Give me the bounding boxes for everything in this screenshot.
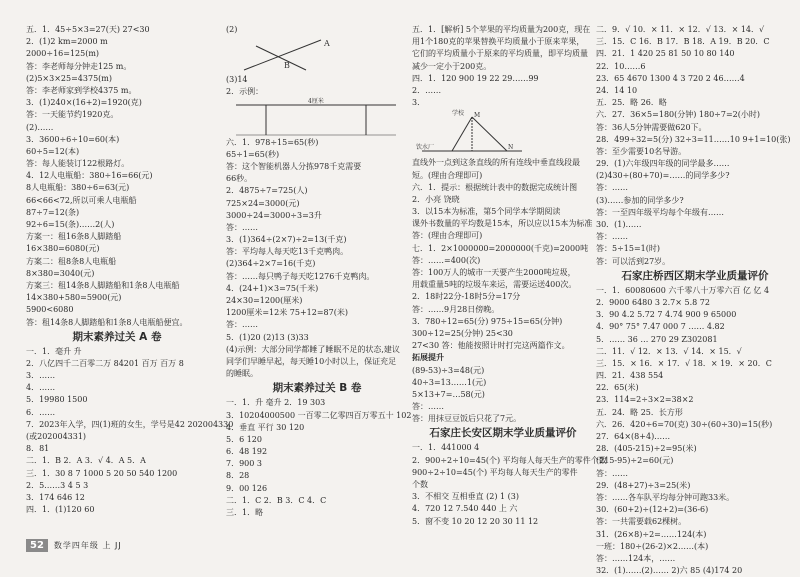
answer-line: 3．不相交 互相垂直 (2) 1 (3) bbox=[412, 492, 520, 502]
answer-line: 5．窗不变 10 20 12 20 30 11 12 bbox=[412, 516, 539, 526]
answer-line: 它们的平均质量小于原来的平均质量，即平均质量 bbox=[412, 49, 588, 59]
answer-line: 65÷1=65(秒) bbox=[226, 149, 280, 159]
answer-line: 7．2023年入学，四(1)班的女生，学号是42 202004330 bbox=[26, 419, 234, 429]
angle-figure-drawing bbox=[226, 36, 346, 74]
answer-line: (或202004331) bbox=[26, 432, 87, 441]
answer-line: 个数 bbox=[412, 480, 428, 489]
figure-label: M bbox=[474, 112, 481, 120]
answer-line: 三．1．30 8 7 1000 5 20 50 540 1200 bbox=[26, 468, 178, 478]
answer-line: 六．1．978÷15=65(秒) bbox=[226, 137, 319, 147]
figure-label: 4厘米 bbox=[308, 97, 324, 105]
answer-line: 6．…… bbox=[26, 407, 56, 417]
answer-line: 24×30=1200(厘米) bbox=[226, 296, 303, 305]
answer-line: 答：…… bbox=[596, 468, 628, 478]
answer-line: 3．174 646 12 bbox=[26, 492, 85, 502]
answer-line: 3．(1)240×(16+2)=1920(克) bbox=[26, 98, 142, 108]
answer-line: 答：李老师家到学校4375 m。 bbox=[26, 85, 137, 95]
answer-line: 答：36人5分钟需要做620下。 bbox=[596, 122, 707, 132]
column-3 bbox=[412, 24, 607, 528]
answer-line: 六．1．提示：根据统计表中的数据完成统计图 bbox=[412, 182, 578, 192]
rectangle-figure bbox=[226, 99, 408, 137]
answer-line: 4．12人电瓶船：380÷16=66(元) bbox=[26, 171, 153, 181]
answer-line: 答：……各车队平均每分钟可跑33米。 bbox=[596, 492, 735, 502]
answer-line: 答：……每只鸭子每天吃1276千克鸭肉。 bbox=[226, 271, 375, 281]
answer-line: 87÷7=12(条) bbox=[26, 207, 80, 217]
answer-line: 答：100万人的城市一天要产生2000吨垃圾， bbox=[412, 268, 576, 277]
answer-line: (3)……参加的同学多少? bbox=[596, 195, 684, 205]
answer-line: 答：一至四年级平均每个年级有…… bbox=[596, 207, 724, 217]
answer-line: 2．900÷2÷10=45(个) 平均每人每天生产的零件个数 bbox=[412, 455, 607, 465]
answer-line: 短。(理由合理即可) bbox=[412, 170, 483, 180]
answer-line: 三．15．× 16．× 17．√ 18．× 19．× 20．C bbox=[596, 358, 772, 368]
page-number: 52 bbox=[26, 539, 48, 552]
answer-line: 方案三：租14条8人脚踏船和1条8人电瓶船 bbox=[26, 280, 180, 290]
answer-line: 3．(1)364÷(2×7)÷2=13(千克) bbox=[226, 235, 347, 245]
answer-line: 答：……=400(次) bbox=[412, 255, 481, 265]
answer-line: 28．(405-215)÷2=95(米) bbox=[596, 444, 697, 454]
answer-line: 四．1．120 900 19 22 29……99 bbox=[412, 73, 539, 83]
answer-line: 答：租14条8人脚踏船和1条8人电瓶船便宜。 bbox=[26, 317, 188, 327]
rectangle-figure-drawing bbox=[226, 99, 406, 137]
figure-label: A bbox=[324, 39, 330, 49]
section-title: 石家庄桥西区期末学业质量评价 bbox=[621, 269, 769, 282]
answer-line: 用载重量5吨的垃圾车来运，需要运送400次。 bbox=[412, 280, 577, 290]
figure-label: N bbox=[508, 144, 514, 152]
map-figure bbox=[412, 109, 594, 157]
answer-line: 二．1．B 2．A 3．√ 4．A 5．A bbox=[26, 456, 146, 466]
answer-line: 一班：180÷(26-2)×2……(本) bbox=[596, 541, 709, 551]
section-title: 期末素养过关 A 卷 bbox=[72, 330, 162, 343]
answer-line: 的睡眠。 bbox=[226, 369, 258, 379]
answer-line: 一．1．441000 4 bbox=[412, 443, 480, 453]
answer-line: 答：……9月28日傍晚。 bbox=[412, 304, 500, 314]
answer-line: 8．81 bbox=[26, 444, 50, 454]
answer-line: 4．720 12 7.540 440 上 六 bbox=[412, 504, 518, 514]
answer-line: 23．114=2÷3×2=38×2 bbox=[596, 395, 694, 405]
answer-line: 二．9．√ 10．× 11．× 12．√ 13．× 14．√ bbox=[596, 25, 765, 34]
answer-line: 答：这个智能机器人分拣978千克需要 bbox=[226, 161, 362, 171]
answer-line: 2．18时22分-18时5分=17分 bbox=[412, 292, 521, 302]
answer-line: 3． bbox=[412, 98, 426, 108]
answer-line: 725×24=3000(元) bbox=[226, 198, 300, 208]
answer-line: 16×380=6080(元) bbox=[26, 244, 100, 254]
answer-line: (2)5×3×25=4375(m) bbox=[26, 73, 112, 83]
answer-line: 300÷12=25(分钟) 25<30 bbox=[412, 328, 513, 338]
answer-line: 答：李老师每分钟走125 m。 bbox=[26, 61, 132, 71]
answer-line: 5．6 120 bbox=[226, 434, 262, 444]
answer-line: 60÷5=12(本) bbox=[26, 146, 80, 156]
answer-line: 2．9000 6480 3 2.7× 5.8 72 bbox=[596, 297, 710, 307]
answer-line: 六．27．36×5=180(分钟) 180÷7=2(小时) bbox=[596, 110, 761, 120]
answer-line: 五．1．45÷5×3=27(天) 27<30 bbox=[26, 25, 150, 34]
answer-line: 六．26．420÷6=70(克) 30÷(60÷30)=15(秒) bbox=[596, 419, 773, 429]
column-1 bbox=[26, 24, 234, 516]
answer-line: 方案一：租16条8人脚踏船 bbox=[26, 232, 122, 242]
answer-line: 2000÷16=125(m) bbox=[26, 49, 100, 59]
answer-line: 答：…… bbox=[226, 320, 258, 330]
answer-line: 答：…… bbox=[412, 402, 444, 412]
answer-line: (89-53)÷3=48(元) bbox=[412, 365, 485, 375]
answer-line: 24．14 10 bbox=[596, 85, 638, 95]
answer-line: 2．八亿四千二百零二万 84201 百万 百万 8 bbox=[26, 358, 184, 368]
answer-line: 7．900 3 bbox=[226, 459, 262, 469]
answer-line: 66秒。 bbox=[226, 174, 253, 184]
answer-line: 答：…… bbox=[596, 232, 628, 242]
section-title: 石家庄长安区期末学业质量评价 bbox=[429, 427, 577, 440]
answer-line: 8×380=3040(元) bbox=[26, 268, 95, 278]
answer-line: 5．…… 36 … 270 29 Z302081 bbox=[596, 334, 718, 344]
answer-line: 答：…… bbox=[596, 183, 628, 193]
answer-line: 5．(1)20 (2)13 (3)33 bbox=[226, 332, 309, 342]
answer-line: 五．25．略 26．略 bbox=[596, 98, 667, 108]
angle-figure bbox=[226, 36, 408, 74]
answer-line: 答：……124本，…… bbox=[596, 553, 676, 563]
answer-line: 答：用抹豆豆饭后只花了7元。 bbox=[412, 414, 522, 424]
answer-line: 5．19980 1500 bbox=[26, 395, 88, 405]
answer-line: 3．10204000500 一百零二亿零四百万零五十 102 bbox=[226, 410, 412, 420]
figure-label: 学校 bbox=[452, 110, 465, 118]
answer-line: 66<66<72,所以可乘人电瓶船 bbox=[26, 195, 137, 205]
answer-line: 四．1．(1)120 60 bbox=[26, 505, 95, 515]
answer-line: 4．垂直 平行 30 120 bbox=[226, 422, 305, 432]
answer-line: 900÷2÷10=45(个) 平均每人每天生产的零件 bbox=[412, 467, 578, 477]
answer-line: 四．21．1 420 25 81 50 10 80 140 bbox=[596, 49, 735, 59]
answer-line: 23．65 4670 1300 4 3 720 2 46……4 bbox=[596, 73, 745, 83]
answer-line: 答：每人能装订122根路灯。 bbox=[26, 159, 130, 169]
answer-line: 直线外一点到这条直线的所有连线中垂直线段最 bbox=[412, 158, 580, 168]
answer-line: 用1个180克的苹果替换平均质量小于原来苹果， bbox=[412, 37, 585, 47]
answer-line: 5900<6080 bbox=[26, 305, 74, 315]
answer-line: 8人电瓶船：380÷6=63(元) bbox=[26, 183, 130, 193]
answer-line: 二．11．√ 12．× 13．√ 14．× 15．√ bbox=[596, 346, 742, 356]
map-figure-drawing bbox=[412, 109, 562, 157]
answer-line: 四．21．438 554 bbox=[596, 371, 664, 381]
answer-line: 32．(1)……(2)…… 2)六 85 (4)174 20 bbox=[596, 566, 743, 576]
answer-line: 3．…… bbox=[26, 371, 56, 381]
answer-line: 92÷6=15(条)……2(人) bbox=[26, 220, 115, 229]
answer-line: 答：可以活到27岁。 bbox=[596, 256, 671, 266]
answer-line: 6．48 192 bbox=[226, 447, 268, 457]
subsection-title: 拓展提升 bbox=[412, 353, 444, 363]
answer-line: (2)430÷(80+70)=……的同学多少? bbox=[596, 171, 730, 181]
answer-line: 27．64×(8+4)…… bbox=[596, 432, 671, 441]
answer-line: 1200厘米=12米 75+12=87(米) bbox=[226, 308, 348, 318]
page-footer bbox=[26, 537, 122, 553]
answer-line: 4．(24+1)×3=75(千米) bbox=[226, 283, 319, 293]
answer-line: 答：5÷15=1(时) bbox=[596, 244, 661, 254]
answer-line: 答：平均每人每天吃13千克鸭肉。 bbox=[226, 247, 349, 257]
answer-line: 3．以15本为标准，第5个同学本学期阅读 bbox=[412, 207, 561, 217]
answer-line: 答：…… bbox=[226, 222, 258, 232]
answer-line: 30．(1)…… bbox=[596, 220, 642, 229]
answer-line: 答：一共需要载62棵树。 bbox=[596, 517, 687, 527]
answer-line: 一．1．毫升 升 bbox=[26, 346, 82, 356]
answer-line: 2．4875÷7=725(人) bbox=[226, 186, 308, 196]
answer-line: 方案二：租8条8人电瓶船 bbox=[26, 256, 117, 266]
answer-line: 31．(26×8)÷2=……124(本) bbox=[596, 529, 707, 539]
answer-line: 3．3600÷6÷10=60(本) bbox=[26, 134, 120, 144]
answer-line: 22．10……6 bbox=[596, 61, 646, 71]
answer-line: 2．小亮 饶晓 bbox=[412, 194, 460, 204]
answer-line: 2．(1)2 km=2000 m bbox=[26, 37, 108, 47]
answer-line: 22．65(米) bbox=[596, 383, 639, 393]
answer-line: 3．780÷12=65(分) 975÷15=65(分钟) bbox=[412, 316, 563, 326]
answer-line: 30．(60+2)÷(12+2)=(36-6) bbox=[596, 505, 709, 515]
answer-line: (4)示例：大部分同学都睡了睡眠不足的状态,建议 bbox=[226, 344, 400, 354]
book-title: 数学四年级 上 JJ bbox=[53, 540, 122, 550]
answer-line: 七．1．2×1000000=2000000(千克)=2000吨 bbox=[412, 243, 589, 253]
answer-line: 五．24．略 25．长方形 bbox=[596, 407, 683, 417]
answer-line: 三．1．略 bbox=[226, 508, 264, 517]
answer-line: 二．1．C 2．B 3．C 4．C bbox=[226, 495, 327, 505]
answer-line: 27<30 答：他能按照计时打完这两篇作文。 bbox=[412, 341, 570, 351]
answer-line: 3．90 4.2 5.72 7 4.74 900 9 65000 bbox=[596, 310, 737, 320]
answer-line: (2)…… bbox=[26, 122, 54, 132]
answer-line: 29．(48+27)÷3=25(米) bbox=[596, 480, 691, 490]
section-title: 期末素养过关 B 卷 bbox=[272, 382, 362, 395]
answer-line: 4．…… bbox=[26, 383, 56, 393]
answer-line: 五．1．[解析] 5个苹果的平均质量为200克，现在 bbox=[412, 25, 591, 34]
answer-line: (3)14 bbox=[226, 75, 248, 85]
answer-line: (215-95)÷2=60(元) bbox=[596, 456, 674, 466]
answer-line: 3000÷24=3000÷3=3升 bbox=[226, 210, 322, 220]
answer-line: 4．90° 75° 7.47 000 7 …… 4.82 bbox=[596, 322, 725, 332]
answer-line: 课外书数量的平均数是15本，所以应以15本为标准 bbox=[412, 219, 593, 229]
answer-line: 40÷3=13……1(元) bbox=[412, 377, 487, 387]
figure-label: B bbox=[284, 61, 290, 71]
answer-line: 29．(1)六年级四年级的同学最多…… bbox=[596, 159, 730, 169]
answer-line: 2．…… bbox=[412, 85, 442, 95]
answer-line: 14×380+580=5900(元) bbox=[26, 293, 122, 303]
column-4 bbox=[596, 24, 794, 577]
answer-line: 5×13+7=…58(元) bbox=[412, 389, 485, 399]
answer-line: 2．示例： bbox=[226, 87, 264, 97]
answer-line: (2)364÷2×7=16(千克) bbox=[226, 259, 316, 269]
answer-line: 减少一定小于200克。 bbox=[412, 61, 492, 71]
column-2 bbox=[226, 24, 412, 519]
answer-line: 同学们早睡早起，每天睡10小时以上，保证充足 bbox=[226, 356, 397, 366]
answer-line: 9．00 126 bbox=[226, 483, 268, 493]
answer-line: 答：至少需要10名导游。 bbox=[596, 146, 687, 156]
answer-line: 答：(理由合理即可) bbox=[412, 231, 483, 241]
figure-label: 饮水厂 bbox=[416, 144, 435, 152]
answer-line: 三．15．C 16．B 17．B 18．A 19．B 20．C bbox=[596, 37, 770, 47]
answer-line: 一．1．60080600 六千零八十万零六百 亿 亿 4 bbox=[596, 285, 770, 295]
answer-line: 8．28 bbox=[226, 471, 250, 481]
answer-line: 28．499÷32=5(分) 32÷3=11……10 9+1=10(张) bbox=[596, 134, 791, 144]
answer-line: 一．1．升 毫升 2．19 303 bbox=[226, 398, 326, 408]
answer-line: 答：一天能节约1920克。 bbox=[26, 110, 119, 120]
answer-line: 2．5……3 4 5 3 bbox=[26, 480, 89, 490]
answer-line: (2) bbox=[226, 25, 238, 34]
